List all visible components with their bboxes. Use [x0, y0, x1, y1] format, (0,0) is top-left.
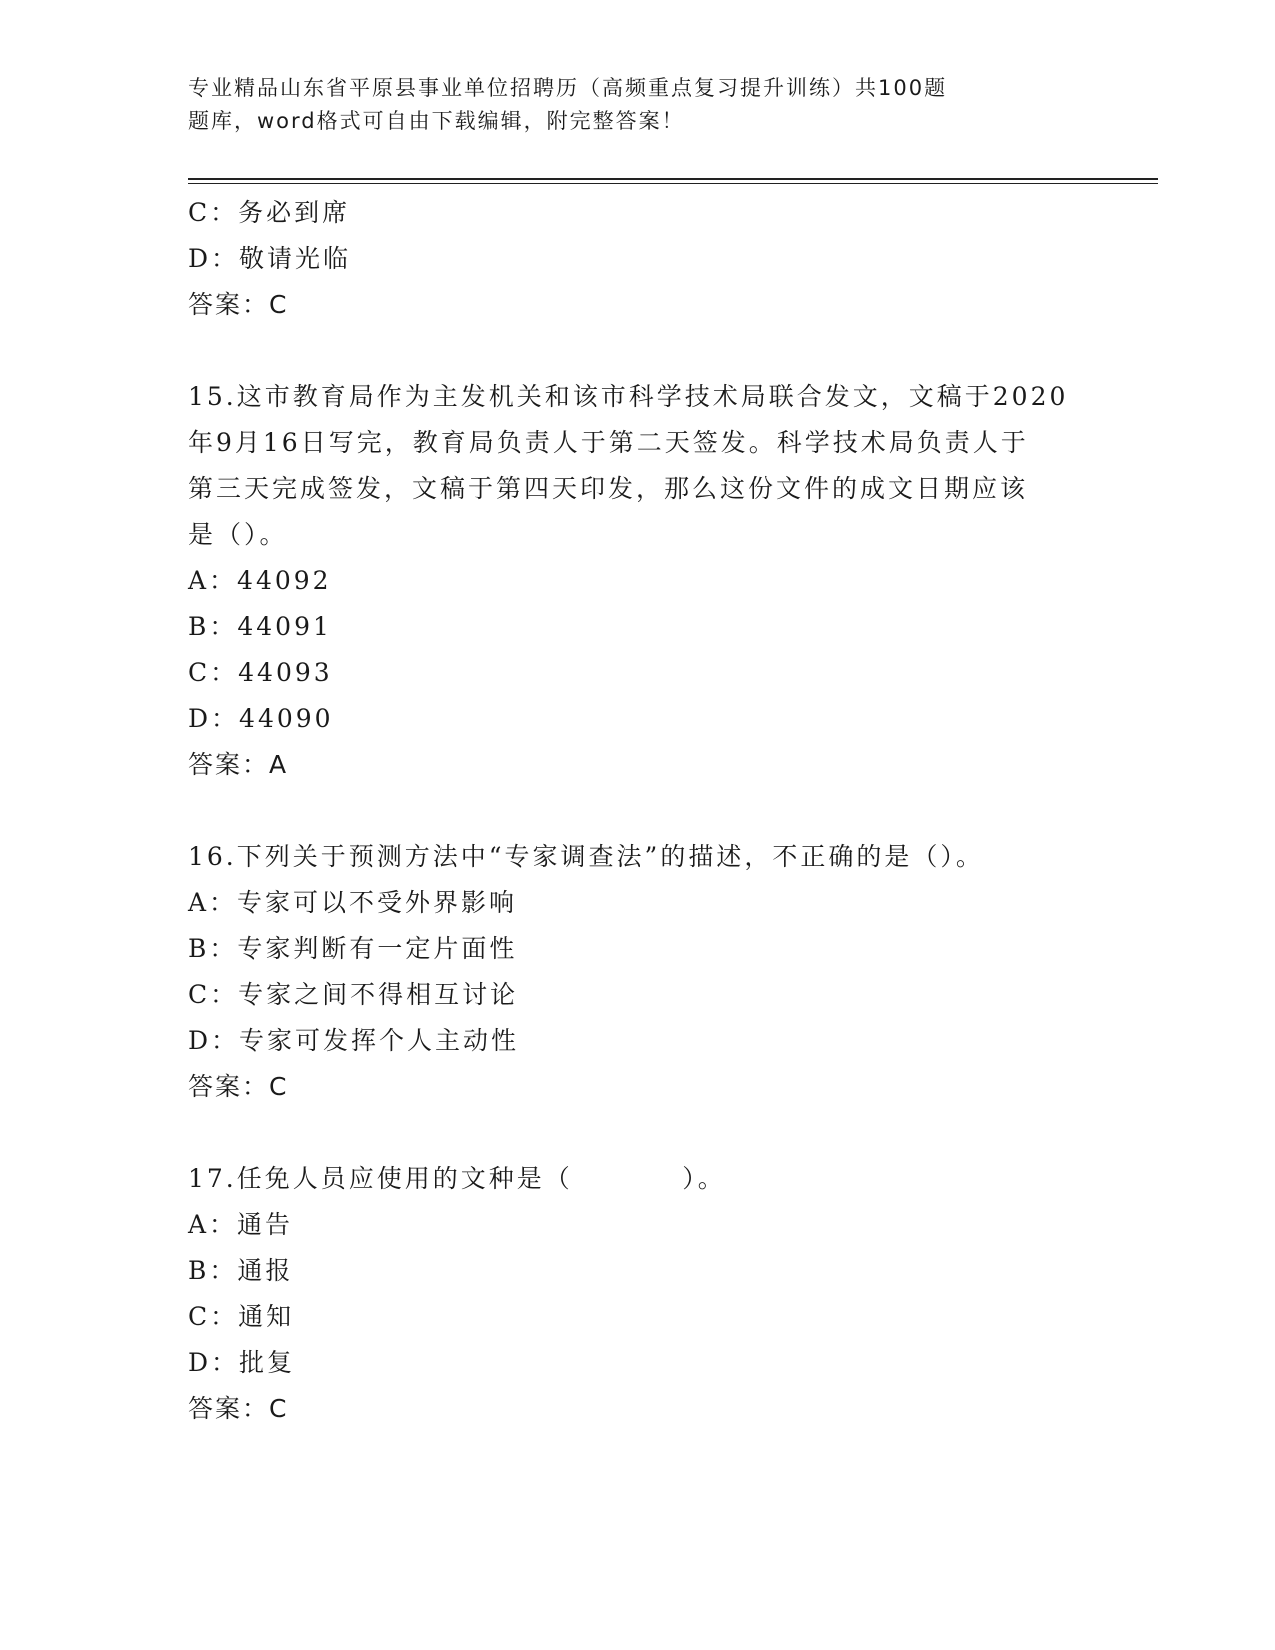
header-title-line-1: 专业精品山东省平原县事业单位招聘历（高频重点复习提升训练）共100题: [188, 76, 948, 100]
spacer: [188, 788, 1118, 834]
stem-line: 年9月16日写完，教育局负责人于第二天签发。科学技术局负责人于: [188, 428, 1029, 457]
document-header: [188, 72, 1028, 138]
option-d: D：敬请光临: [188, 244, 352, 273]
option-a: A：专家可以不受外界影响: [188, 888, 518, 917]
question-list: [188, 190, 1118, 1432]
spacer: [188, 1110, 1118, 1156]
question-16: [188, 834, 1118, 1110]
question-17: [188, 1156, 1118, 1432]
option-d: D：批复: [188, 1348, 296, 1377]
option-d: D：专家可发挥个人主动性: [188, 1026, 520, 1055]
answer-line: 答案：C: [188, 290, 289, 319]
answer-line: 答案：C: [188, 1072, 289, 1101]
option-c: C：务必到席: [188, 198, 351, 227]
stem-line: 是（）。: [188, 520, 288, 549]
option-d: D：44090: [188, 704, 334, 733]
option-a: A：通告: [188, 1210, 294, 1239]
answer-line: 答案：C: [188, 1394, 289, 1423]
stem-line: 第三天完成签发，文稿于第四天印发，那么这份文件的成文日期应该: [188, 474, 1029, 503]
answer-line: 答案：A: [188, 750, 289, 779]
spacer: [188, 328, 1118, 374]
question-14-tail: [188, 190, 1118, 328]
question-stem: [188, 374, 1118, 558]
question-stem: 16.下列关于预测方法中“专家调查法”的描述，不正确的是（）。: [188, 842, 984, 871]
question-stem: 17.任免人员应使用的文种是（ ）。: [188, 1164, 726, 1193]
option-c: C：通知: [188, 1302, 295, 1331]
option-c: C：专家之间不得相互讨论: [188, 980, 519, 1009]
header-divider-thick: [188, 178, 1158, 180]
question-15: [188, 374, 1118, 788]
option-b: B：通报: [188, 1256, 294, 1285]
option-b: B：44091: [188, 612, 332, 641]
option-c: C：44093: [188, 658, 333, 687]
header-title-line-2: 题库，word格式可自由下载编辑，附完整答案！: [188, 109, 685, 133]
option-a: A：44092: [188, 566, 332, 595]
stem-line: 15.这市教育局作为主发机关和该市科学技术局联合发文，文稿于2020: [188, 382, 1069, 411]
header-divider-thin: [188, 183, 1158, 184]
option-b: B：专家判断有一定片面性: [188, 934, 518, 963]
